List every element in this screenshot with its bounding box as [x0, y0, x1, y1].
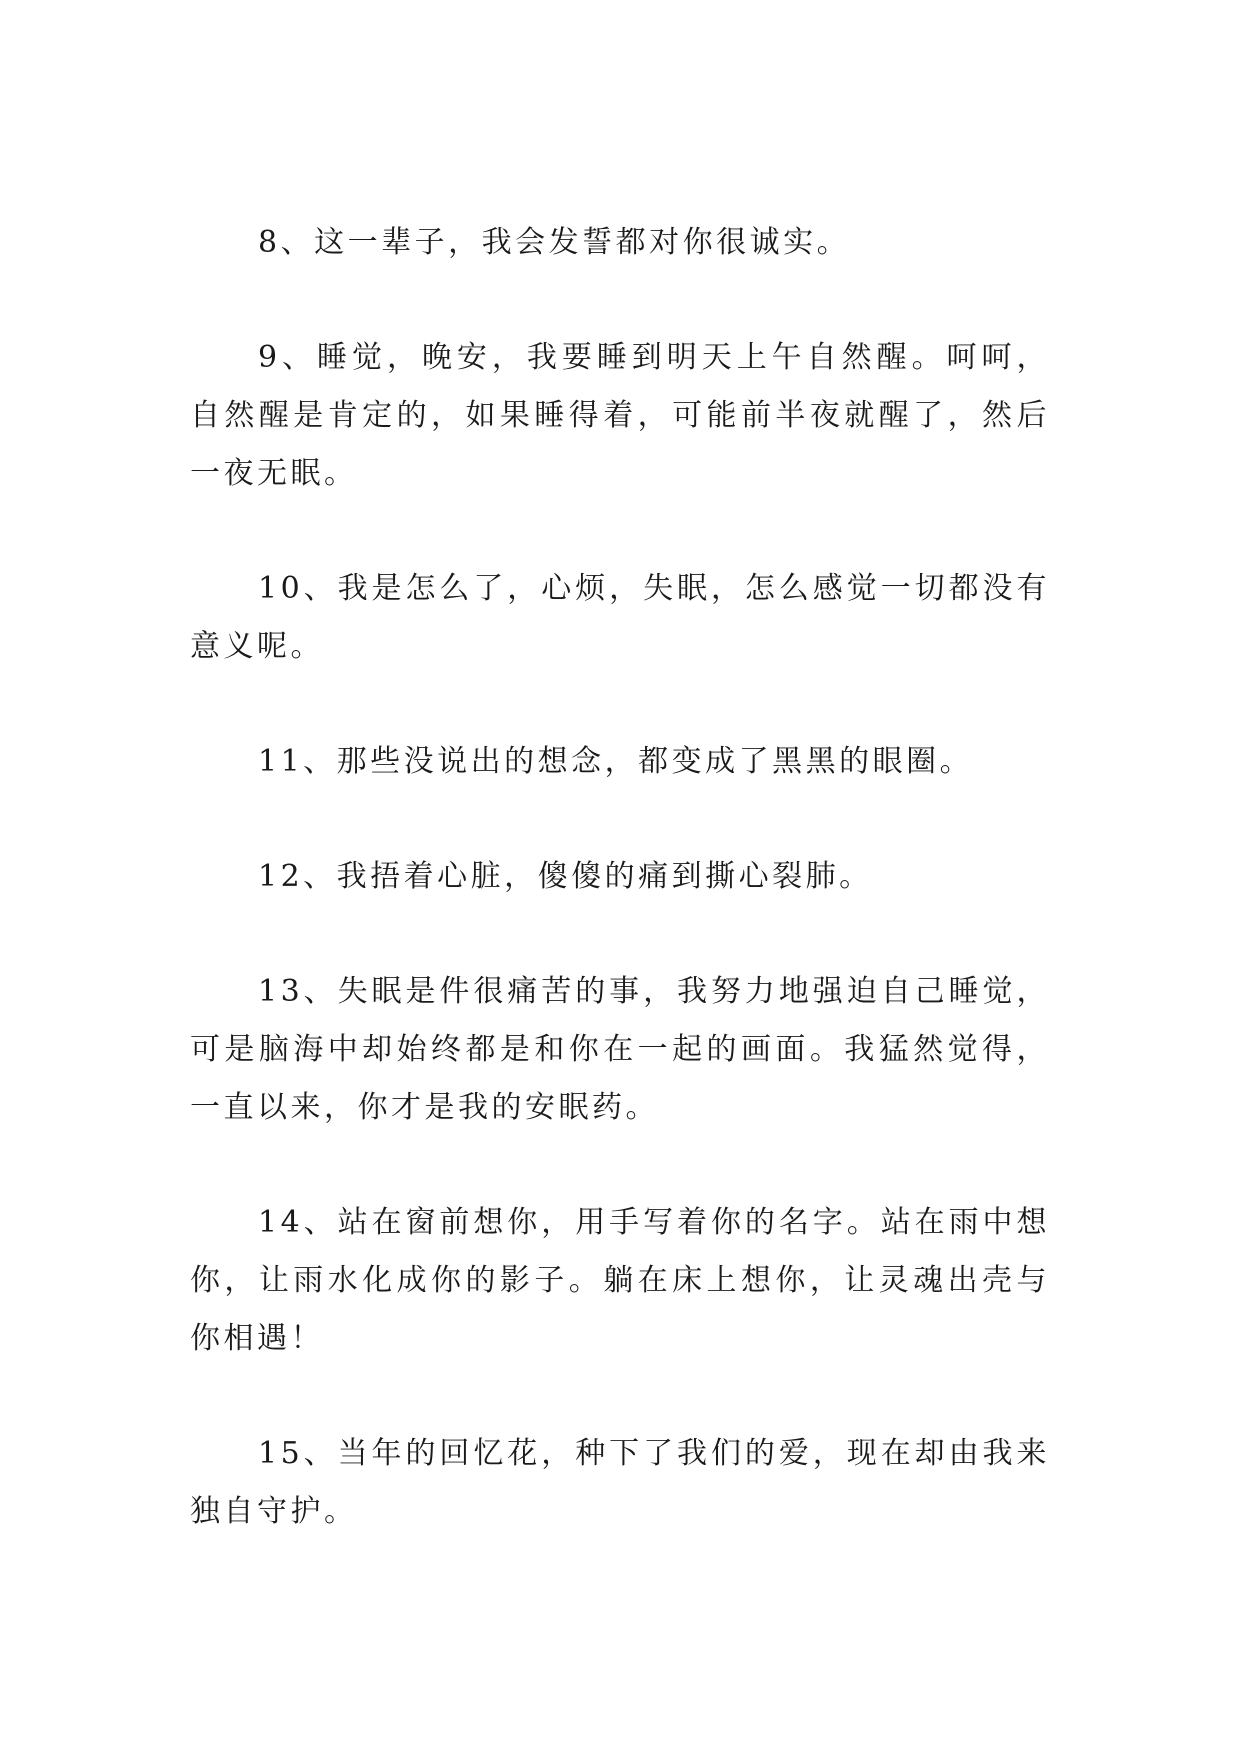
paragraph-14: 14、站在窗前想你，用手写着你的名字。站在雨中想你，让雨水化成你的影子。躺在床上想你，让灵魂出壳与你相遇！ [190, 1205, 1050, 1356]
paragraph-12: 12、我捂着心脏，傻傻的痛到撕心裂肺。 [258, 859, 873, 894]
paragraph-8: 8、这一辈子，我会发誓都对你很诚实。 [258, 225, 851, 260]
paragraph-10: 10、我是怎么了，心烦，失眠，怎么感觉一切都没有意义呢。 [190, 571, 1050, 664]
document-body [190, 214, 1050, 1541]
paragraph-11: 11、那些没说出的想念，都变成了黑黑的眼圈。 [258, 744, 974, 779]
paragraph-9: 9、睡觉，晚安，我要睡到明天上午自然醒。呵呵，自然醒是肯定的，如果睡得着，可能前半夜就醒了，然后一夜无眠。 [190, 340, 1050, 491]
paragraph-15: 15、当年的回忆花，种下了我们的爱，现在却由我来独自守护。 [190, 1436, 1050, 1529]
paragraph-13: 13、失眠是件很痛苦的事，我努力地强迫自己睡觉，可是脑海中却始终都是和你在一起的画面。我猛然觉得，一直以来，你才是我的安眠药。 [190, 974, 1050, 1125]
